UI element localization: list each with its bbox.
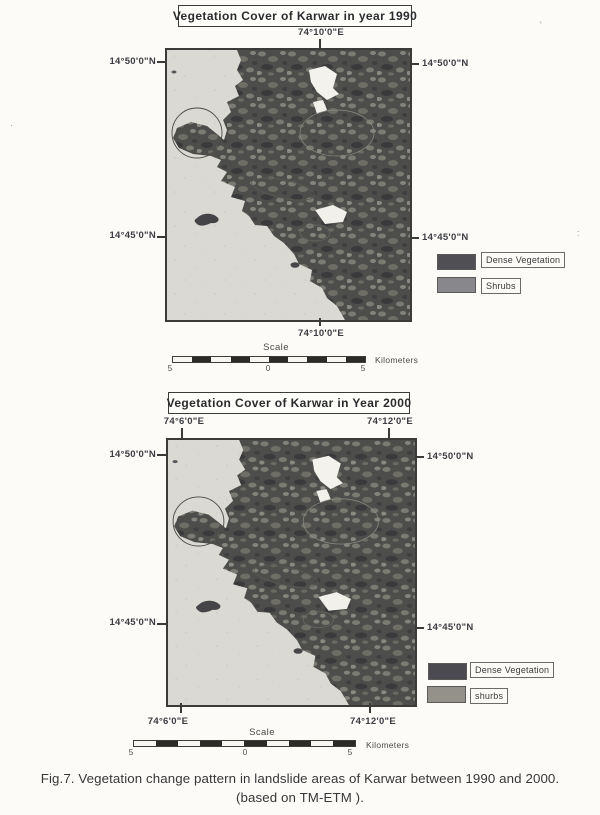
lat-label-right: 14°45'0"N bbox=[422, 232, 469, 243]
lon-tick bbox=[319, 39, 321, 48]
lon-label-bottom: 74°12'0"E bbox=[349, 716, 397, 727]
lon-label-bottom: 74°6'0"E bbox=[147, 716, 189, 727]
map-1990-image bbox=[165, 48, 412, 322]
lat-tick bbox=[157, 623, 166, 625]
legend-swatch-dense-vegetation bbox=[428, 663, 467, 680]
scale-tick-label: 5 bbox=[360, 364, 366, 373]
lon-tick bbox=[369, 703, 371, 713]
lat-label-right: 14°50'0"N bbox=[427, 451, 474, 462]
lat-tick bbox=[410, 63, 419, 65]
lon-label-bottom: 74°10'0"E bbox=[297, 328, 345, 339]
scan-artifact: : bbox=[577, 228, 580, 238]
lon-label-top: 74°6'0"E bbox=[163, 416, 205, 427]
lat-label-right: 14°50'0"N bbox=[422, 58, 469, 69]
lat-label-left: 14°50'0"N bbox=[109, 56, 156, 67]
figure-caption-line2: (based on TM-ETM ). bbox=[235, 790, 364, 805]
scale-tick-label: 5 bbox=[167, 364, 173, 373]
lon-label-top: 74°12'0"E bbox=[366, 416, 414, 427]
lat-tick bbox=[410, 237, 419, 239]
scan-artifact: ' bbox=[540, 20, 542, 30]
scale-unit-label: Kilometers bbox=[375, 355, 419, 365]
scan-artifact: · bbox=[10, 120, 13, 130]
scale-bar bbox=[172, 356, 366, 363]
lat-tick bbox=[157, 61, 166, 63]
scale-tick-label: 5 bbox=[347, 748, 353, 757]
legend-swatch-shrubs bbox=[427, 686, 466, 703]
legend-label-dense-vegetation: Dense Vegetation bbox=[470, 662, 554, 678]
lat-tick bbox=[157, 454, 166, 456]
scale-tick-label: 0 bbox=[265, 364, 271, 373]
lat-label-right: 14°45'0"N bbox=[427, 622, 474, 633]
lat-tick bbox=[415, 456, 424, 458]
lon-tick bbox=[319, 318, 321, 326]
scale-unit-label: Kilometers bbox=[366, 740, 410, 750]
lat-label-left: 14°45'0"N bbox=[109, 617, 156, 628]
legend-label-dense-vegetation: Dense Vegetation bbox=[481, 252, 565, 268]
scale-tick-label: 0 bbox=[242, 748, 248, 757]
legend-swatch-shrubs bbox=[437, 277, 476, 293]
scale-tick-label: 5 bbox=[128, 748, 134, 757]
map-2000-image bbox=[166, 438, 417, 707]
lon-tick bbox=[181, 428, 183, 438]
figure-caption-line1: Fig.7. Vegetation change pattern in landslide areas of Karwar between 1990 and 2000. bbox=[40, 771, 560, 786]
map-1990-svg bbox=[167, 50, 410, 320]
lat-label-left: 14°50'0"N bbox=[109, 449, 156, 460]
lat-tick bbox=[415, 627, 424, 629]
legend-swatch-dense-vegetation bbox=[437, 254, 476, 270]
scale-bar bbox=[133, 740, 356, 747]
map-2000-title: Vegetation Cover of Karwar in Year 2000 bbox=[168, 392, 410, 414]
lon-tick bbox=[180, 703, 182, 713]
lat-tick bbox=[157, 236, 166, 238]
lon-label-top: 74°10'0"E bbox=[297, 27, 345, 38]
map-1990-title: Vegetation Cover of Karwar in year 1990 bbox=[178, 5, 412, 27]
legend-label-shrubs: Shrubs bbox=[481, 278, 521, 294]
lat-label-left: 14°45'0"N bbox=[109, 230, 156, 241]
scale-title: Scale bbox=[249, 727, 275, 738]
scale-title: Scale bbox=[263, 342, 289, 353]
lon-tick bbox=[388, 428, 390, 438]
legend-label-shrubs: shurbs bbox=[470, 688, 508, 704]
map-2000-svg bbox=[168, 440, 415, 705]
